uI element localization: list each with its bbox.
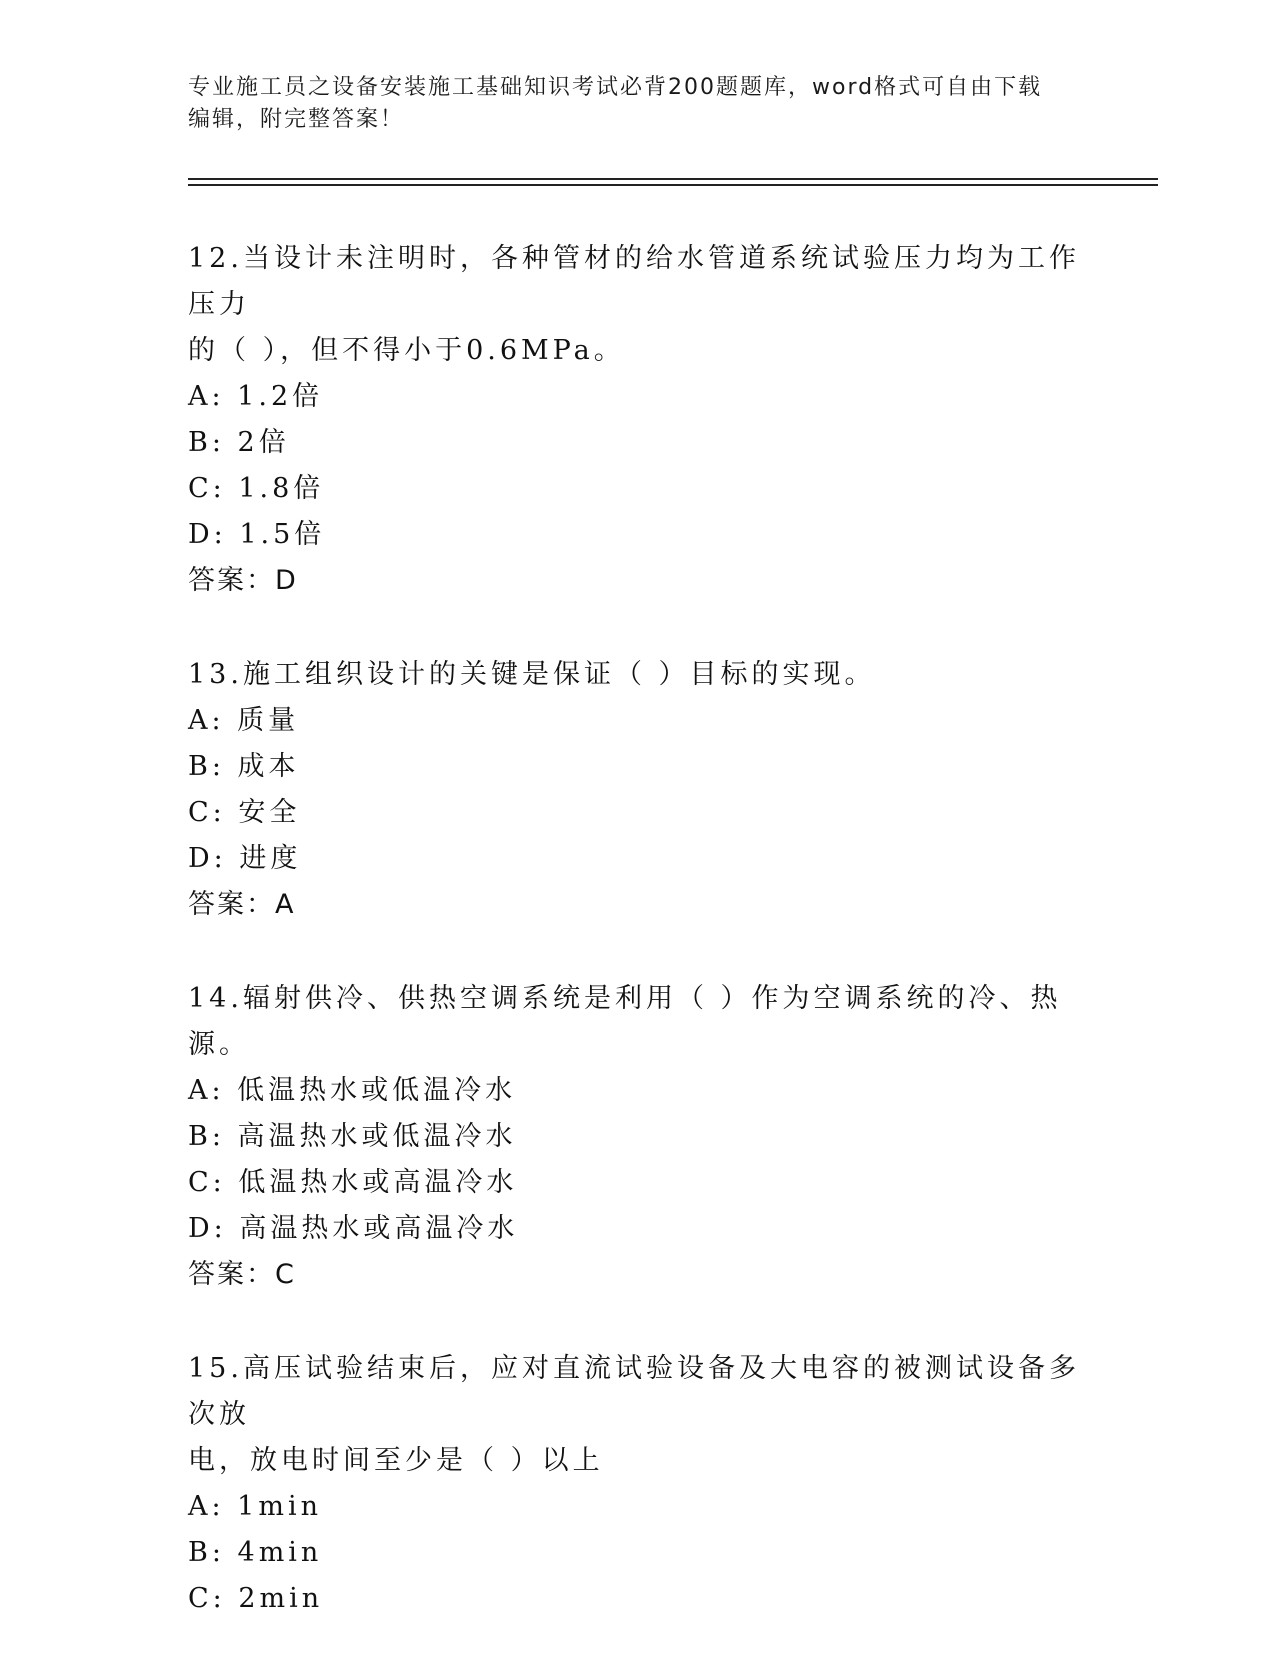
question-stem-line: 15.高压试验结束后，应对直流试验设备及大电容的被测试设备多次放 [188,1353,1080,1430]
answer-line: 答案：C [188,1259,296,1290]
question-13 [188,652,1088,928]
question-14 [188,976,1088,1298]
option-c: C: 1.8倍 [188,473,325,504]
option-b: B: 成本 [188,751,300,782]
question-stem-line: 电，放电时间至少是（ ）以上 [188,1445,604,1476]
option-b: B: 2倍 [188,427,290,458]
answer-line: 答案：A [188,889,296,920]
question-stem [188,236,1088,374]
question-15 [188,1346,1088,1622]
question-stem [188,976,1088,1068]
question-stem-line: 14.辐射供冷、供热空调系统是利用（ ）作为空调系统的冷、热源。 [188,983,1062,1060]
header-line-1: 专业施工员之设备安装施工基础知识考试必背200题题库，word格式可自由下载 [188,75,1043,100]
option-a: A: 1.2倍 [188,381,324,412]
option-d: D: 1.5倍 [188,519,326,550]
question-stem-line: 12.当设计未注明时，各种管材的给水管道系统试验压力均为工作压力 [188,243,1080,320]
document-header [188,72,1088,136]
option-d: D: 进度 [188,843,302,874]
option-b: B: 高温热水或低温冷水 [188,1121,517,1152]
question-list [188,236,1088,1670]
header-line-2: 编辑，附完整答案！ [188,107,405,132]
option-a: A: 低温热水或低温冷水 [188,1075,517,1106]
question-stem [188,1346,1088,1484]
question-12 [188,236,1088,604]
header-divider-bottom [188,184,1158,186]
answer-line: 答案：D [188,565,298,596]
option-d: D: 高温热水或高温冷水 [188,1213,519,1244]
question-stem-line: 的（ ），但不得小于0.6MPa。 [188,335,625,366]
option-c: C: 2min [188,1583,324,1614]
header-divider-top [188,178,1158,180]
option-a: A: 1min [188,1491,322,1522]
question-stem [188,652,1088,698]
option-c: C: 低温热水或高温冷水 [188,1167,518,1198]
question-stem-line: 13.施工组织设计的关键是保证（ ）目标的实现。 [188,659,876,690]
option-c: C: 安全 [188,797,301,828]
option-a: A: 质量 [188,705,300,736]
option-b: B: 4min [188,1537,323,1568]
